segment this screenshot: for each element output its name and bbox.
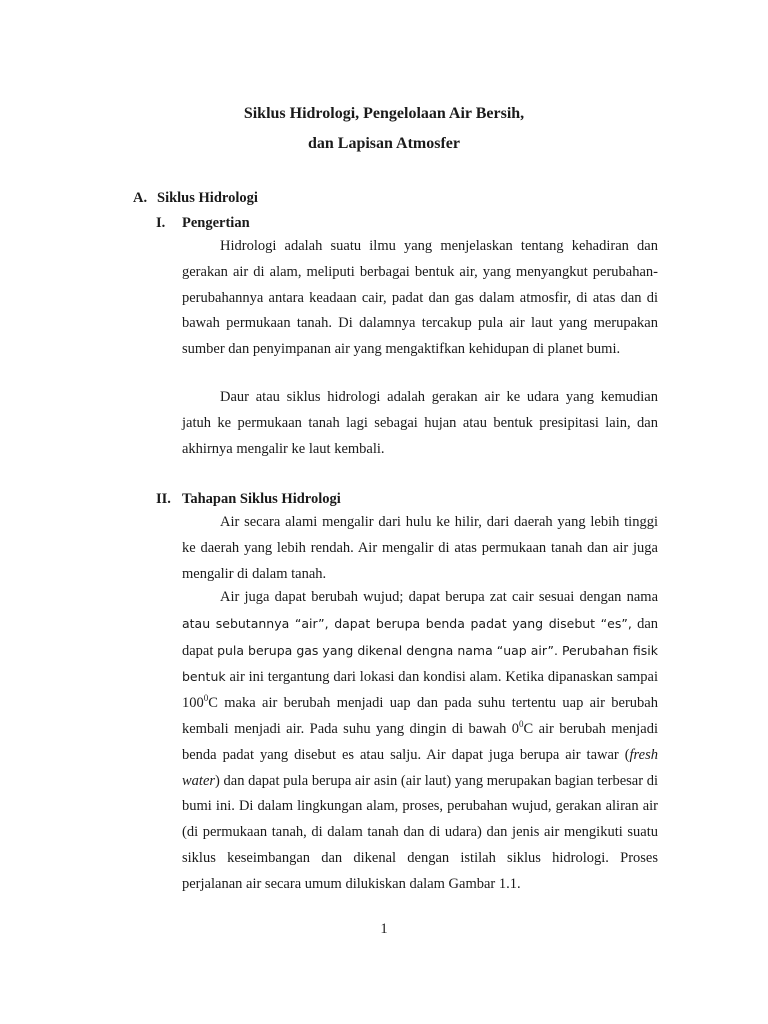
paragraph-siklus-text: Daur atau siklus hidrologi adalah gerakan air ke udara yang kemudian jatuh ke permukaan tanah lagi sebagai hujan atau bentuk presipitasi lain, dan akhirnya mengalir ke laut kembali. (182, 389, 658, 457)
wujud-text-2: atau sebutannya “air”, dapat berupa benda padat yang disebut “es”, (182, 615, 632, 631)
section-a-title: Siklus Hidrologi (157, 190, 258, 206)
subsection-2-title: Tahapan Siklus Hidrologi (182, 491, 341, 507)
paragraph-aliran-air-text: Air secara alami mengalir dari hulu ke hilir, dari daerah yang lebih tinggi ke daerah yang lebih rendah. Air mengalir di atas permukaan tanah dan air juga mengalir di dalam tanah. (182, 514, 658, 582)
section-a-heading (133, 189, 258, 207)
paragraph-aliran-air (182, 510, 658, 587)
superscript-degree-1: 0 (203, 693, 209, 704)
wujud-text-3: dan dapat (182, 615, 658, 659)
wujud-text-1: Air juga dapat berubah wujud; dapat berupa zat cair sesuai dengan nama (220, 589, 658, 605)
wujud-text-5: air ini tergantung dari lokasi dan kondisi alam. Ketika dipanaskan sampai 100 (182, 669, 658, 712)
paragraph-wujud-air (182, 585, 658, 898)
subsection-2-label: II. (156, 491, 171, 507)
wujud-text-8: ) dan dapat pula berupa air asin (air laut) yang merupakan bagian terbesar di bumi ini. Di dalam lingkungan alam, proses, perubahan wujud, gerakan aliran air (di permukaan tanah, di dalam tanah dan di udara) dan jenis air mengikuti suatu siklus keseimbangan dan dikenal dengan istilah siklus hidrologi. Proses perjalanan air secara umum dilukiskan dalam Gambar 1.1. (182, 772, 658, 892)
paragraph-hidrologi-text: Hidrologi adalah suatu ilmu yang menjelaskan tentang kehadiran dan gerakan air di alam, meliputi berbagai bentuk air, yang menyangkut perubahan-perubahannya antara keadaan cair, padat dan gas dalam atmosfir, di atas dan di bawah permukaan tanah. Di dalamnya tercakup pula air laut yang merupakan sumber dan penyimpanan air yang mengaktifkan kehidupan di planet bumi. (182, 238, 658, 358)
section-a-label: A. (133, 190, 148, 206)
subsection-1-label: I. (156, 215, 166, 231)
subsection-1-heading (156, 214, 250, 232)
wujud-text-7: C air berubah menjadi benda padat yang disebut es atau salju. Air dapat juga berupa air tawar ( (182, 720, 659, 763)
subsection-2-heading (156, 490, 341, 508)
paragraph-hidrologi-definition (182, 234, 658, 363)
page-number: 1 (380, 921, 388, 937)
wujud-text-6: C maka air berubah menjadi uap dan pada suhu tertentu uap air berubah kembali menjadi air. Pada suhu yang dingin di bawah 0 (182, 695, 658, 737)
document-title-line2: dan Lapisan Atmosfer (307, 135, 461, 152)
wujud-text-4: pula berupa gas yang dikenal dengna nama “uap air”. Perubahan fisik bentuk (182, 642, 658, 685)
paragraph-siklus-definition (182, 385, 658, 462)
italic-fresh-water: fresh water (182, 746, 658, 789)
subsection-1-title: Pengertian (182, 215, 250, 231)
superscript-degree-2: 0 (519, 719, 524, 730)
document-title-line1: Siklus Hidrologi, Pengelolaan Air Bersih, (243, 105, 525, 122)
